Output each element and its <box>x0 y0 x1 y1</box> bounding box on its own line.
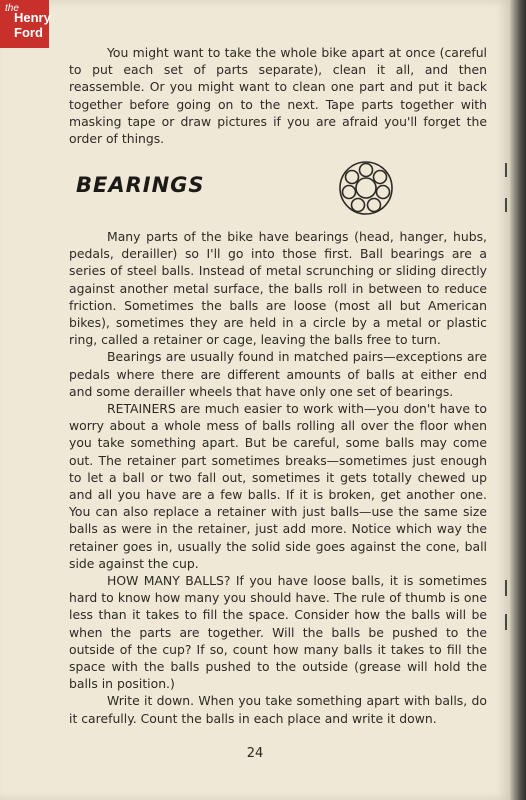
bearing-icon <box>336 160 396 216</box>
bearings-body <box>69 228 487 727</box>
logo-ford: Ford <box>14 25 43 40</box>
page-number: 24 <box>246 746 264 761</box>
intro-block <box>69 44 487 147</box>
paragraph-retainers: RETAINERS are much easier to work with—you don't have to worry about a whole mess of balls rolling all over the floor when you take something apart. But be careful, some balls may come out. The retainer part sometimes breaks—sometimes just enough to let a ball or two fall out, sometimes it gets totally chewed up and all you have are a few balls. If it is broken, get another one. You can also replace a retainer with just balls—use the same size balls as were in the retainer, just add more. Notice which way the retainer goes in, usually the solid side goes against the cone, ball side against the cup. <box>69 401 487 571</box>
henry-ford-logo <box>0 0 49 48</box>
margin-mark <box>505 580 507 596</box>
margin-mark <box>505 163 507 177</box>
margin-mark <box>505 198 507 212</box>
page-edge-shadow <box>510 0 526 800</box>
section-heading: BEARINGS <box>76 173 205 197</box>
paragraph-matched-pairs: Bearings are usually found in matched pairs—exceptions are pedals where there are different amounts of balls at either end and some derailler wheels that have only one set of bearings. <box>69 349 487 399</box>
margin-mark <box>505 614 507 630</box>
paragraph-write-it-down: Write it down. When you take something apart with balls, do it carefully. Count the balls in each place and write it down. <box>69 693 487 726</box>
paragraph-how-many-balls: HOW MANY BALLS? If you have loose balls, it is sometimes hard to know how many you should have. The rule of thumb is one less than it takes to fill the space. Consider how the balls will be when the parts are together. Will the balls be pushed to the outside of the cup? If so, count how many balls it takes to fill the space with the balls pushed to the outside (grease will hold the balls in position.) <box>69 573 487 692</box>
intro-paragraph: You might want to take the whole bike apart at once (careful to put each set of parts separate), clean it all, and then reassemble. Or you might want to clean one part and put it back together before going on to the next. Tape parts together with masking tape or draw pictures if you are afraid you'll forget the order of things. <box>69 45 487 147</box>
paragraph-bearings-intro: Many parts of the bike have bearings (head, hanger, hubs, pedals, derailler) so I'll go into those first. Ball bearings are a series of steel balls. Instead of metal scrunching or sliding directly against another metal surface, the balls roll in between to reduce friction. Sometimes the balls are loose (most all but American bikes), sometimes they are held in a circle by a metal or plastic ring, called a retainer or cage, leaving the balls free to turn. <box>69 229 487 348</box>
logo-the: the <box>5 3 19 14</box>
logo-henry: Henry <box>14 10 51 25</box>
